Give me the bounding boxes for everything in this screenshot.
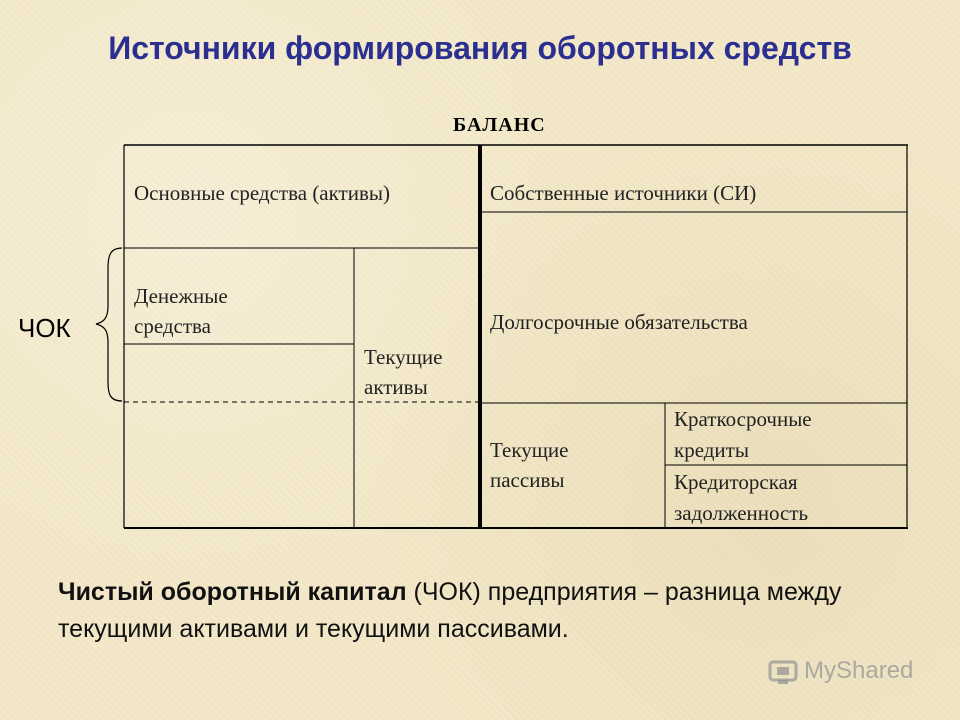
equity-label: Собственные источники (СИ) bbox=[490, 181, 757, 205]
payables-line2: задолженность bbox=[674, 501, 809, 525]
short-credits-line1: Краткосрочные bbox=[674, 407, 812, 431]
cash-label-line2: средства bbox=[134, 314, 212, 338]
long-term-label: Долгосрочные обязательства bbox=[490, 310, 748, 334]
current-assets-line1: Текущие bbox=[364, 345, 443, 369]
current-liab-line1: Текущие bbox=[490, 438, 569, 462]
definition-term: Чистый оборотный капитал bbox=[58, 578, 407, 606]
payables-line1: Кредиторская bbox=[674, 470, 798, 494]
chok-label: ЧОК bbox=[18, 313, 71, 343]
watermark bbox=[768, 657, 913, 685]
chok-brace bbox=[96, 248, 122, 401]
watermark-logo-icon bbox=[768, 657, 798, 685]
definition-text bbox=[58, 574, 858, 648]
watermark-text: MyShared bbox=[804, 657, 914, 684]
current-assets-line2: активы bbox=[364, 375, 428, 399]
current-liab-line2: пассивы bbox=[490, 468, 565, 492]
cash-label-line1: Денежные bbox=[134, 284, 228, 308]
balance-title: БАЛАНС bbox=[453, 114, 546, 136]
page-title: Источники формирования оборотных средств bbox=[108, 30, 852, 66]
definition-rest: (ЧОК) предприятия – разница между текущими активами и текущими пассивами. bbox=[58, 578, 842, 643]
short-credits-line2: кредиты bbox=[674, 438, 749, 462]
fixed-assets-label: Основные средства (активы) bbox=[134, 181, 390, 205]
